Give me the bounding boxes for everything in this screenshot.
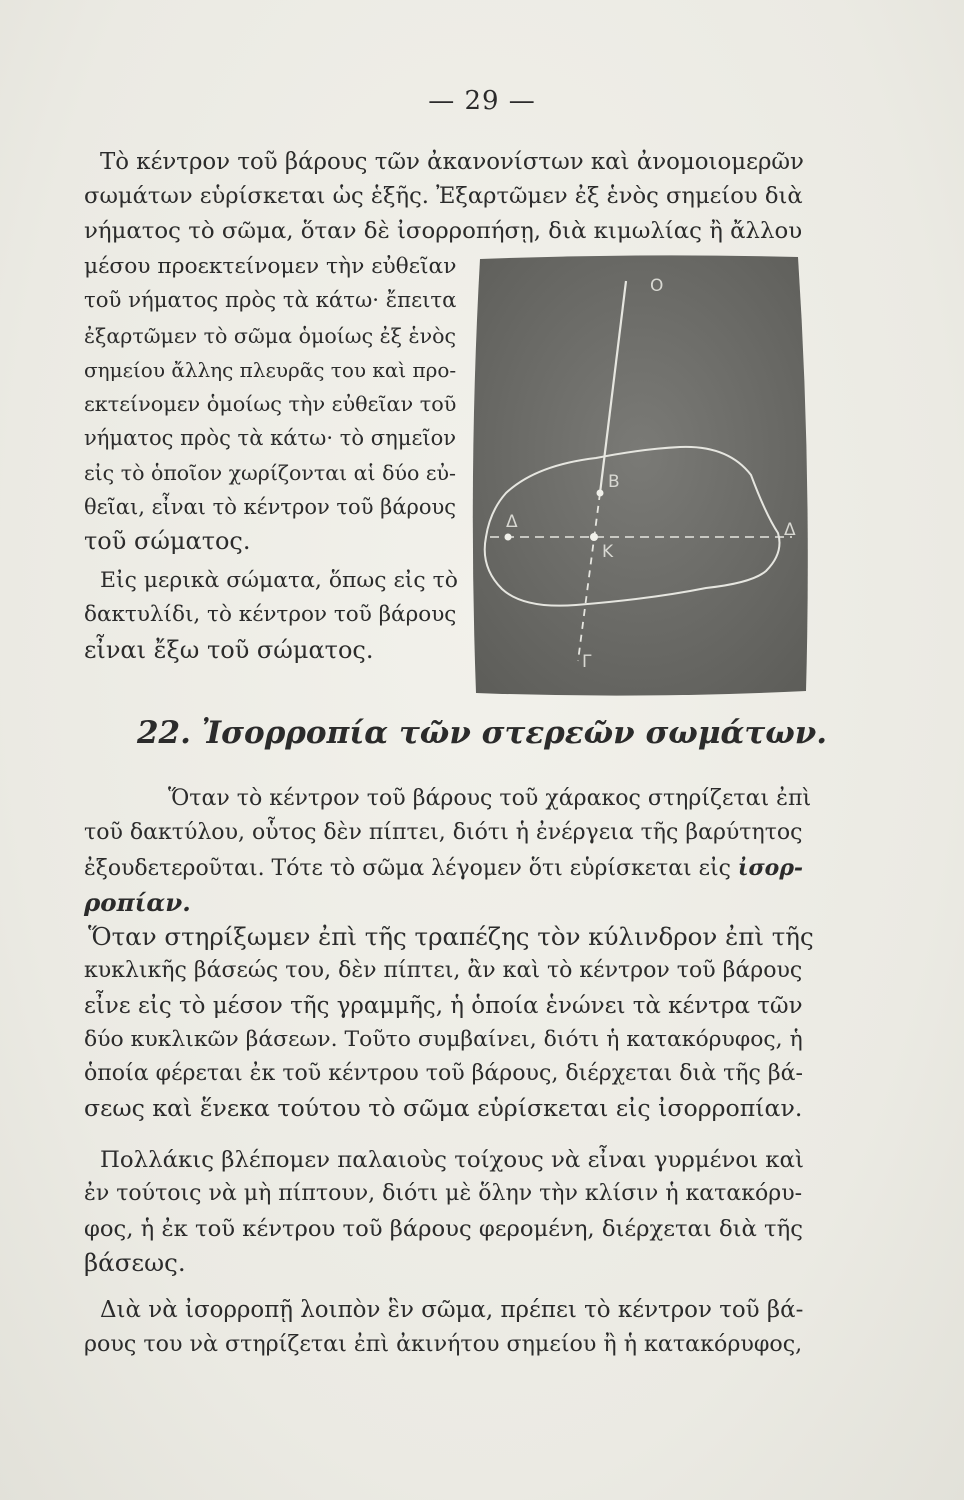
paragraph-old-walls bbox=[84, 1143, 814, 1280]
text-line bbox=[84, 886, 814, 920]
text-line: νήματος πρὸς τὰ κάτω· τὸ σημεῖον bbox=[84, 425, 457, 451]
text-line: Ὅταν στηρίξωμεν ἐπὶ τῆς τραπέζης τὸν κύλινδρον ἐπὶ τῆς bbox=[88, 922, 814, 951]
text-line: θεῖαι, εἶναι τὸ κέντρον τοῦ βάρους bbox=[84, 494, 457, 520]
paragraph-ruler-equilibrium bbox=[84, 782, 814, 920]
label-b: B bbox=[608, 472, 620, 492]
text-line: ἐν τούτοις νὰ μὴ πίπτουν, διότι μὲ ὅλην τὴν κλίσιν ἡ κατακόρυ- bbox=[84, 1181, 803, 1207]
center-of-gravity-figure bbox=[466, 253, 812, 697]
text-line: κυκλικῆς βάσεώς του, δὲν πίπτει, ἂν καὶ τὸ κέντρον τοῦ βάρους bbox=[84, 958, 803, 984]
text-line: εκτείνομεν ὁμοίως τὴν εὐθεῖαν τοῦ bbox=[84, 392, 457, 417]
paragraph-center-of-gravity bbox=[84, 145, 814, 248]
text-line: εἰς τὸ ὁποῖον χωρίζονται αἱ δύο εὐ- bbox=[84, 460, 456, 485]
point-d-left bbox=[505, 534, 512, 541]
text-line bbox=[84, 851, 814, 886]
label-o: O bbox=[650, 276, 664, 296]
label-g: Γ bbox=[582, 652, 592, 672]
text-line: Εἰς μερικὰ σώματα, ὅπως εἰς τὸ bbox=[100, 568, 458, 593]
text-line: ρους του νὰ στηρίζεται ἐπὶ ἀκινήτου σημείου ἢ ἡ κατακόρυφος, bbox=[84, 1331, 803, 1358]
text-line: τοῦ δακτύλου, οὗτος δὲν πίπτει, διότι ἡ ἐνέργεια τῆς βαρύτητος bbox=[84, 820, 803, 846]
text-line: Διὰ νὰ ἰσορροπῇ λοιπὸν ἓν σῶμα, πρέπει τὸ κέντρον τοῦ βά- bbox=[100, 1297, 804, 1323]
point-b bbox=[597, 490, 604, 497]
paragraph-cylinder bbox=[84, 920, 814, 1126]
label-d-right: Δ bbox=[784, 520, 796, 540]
text-line: ὁποία φέρεται ἐκ τοῦ κέντρου τοῦ βάρους, διέρχεται διὰ τῆς βά- bbox=[84, 1061, 804, 1087]
text-segment: ἐξουδετεροῦται. Τότε τὸ σῶμα λέγομεν ὅτι εὑρίσκεται εἰς bbox=[84, 855, 731, 881]
label-d-left: Δ bbox=[506, 512, 518, 532]
text-line: Ὅταν τὸ κέντρον τοῦ βάρους τοῦ χάρακος στηρίζεται ἐπὶ bbox=[168, 786, 812, 811]
text-line: βάσεως. bbox=[84, 1247, 186, 1277]
section-heading: 22. Ἰσορροπία τῶν στερεῶν σωμάτων. bbox=[136, 715, 828, 751]
text-line: Τὸ κέντρον τοῦ βάρους τῶν ἀκανονίστων καὶ ἀνομοιομερῶν bbox=[100, 149, 804, 175]
paragraph-ring-example bbox=[84, 564, 462, 667]
text-line: σωμάτων εὑρίσκεται ὡς ἑξῆς. Ἐξαρτῶμεν ἐξ ἑνὸς σημείου διὰ bbox=[84, 183, 803, 210]
page-number: — 29 — bbox=[428, 86, 536, 116]
text-line: εἶναι ἔξω τοῦ σώματος. bbox=[84, 635, 374, 664]
emphasized-term: ροπίαν. bbox=[84, 887, 191, 917]
paragraph-center-of-gravity-continued bbox=[84, 250, 462, 559]
text-line: τοῦ νήματος πρὸς τὰ κάτω· ἔπειτα bbox=[84, 288, 457, 314]
figure-background bbox=[473, 255, 808, 695]
paragraph-equilibrium-condition bbox=[84, 1293, 814, 1362]
emphasized-term: ἰσορ- bbox=[737, 854, 804, 881]
text-line: σημείου ἄλλης πλευρᾶς του καὶ προ- bbox=[84, 357, 457, 382]
text-line: φος, ἡ ἐκ τοῦ κέντρου τοῦ βάρους φερομένη, διέρχεται διὰ τῆς bbox=[84, 1215, 803, 1242]
text-line: μέσου προεκτείνομεν τὴν εὐθεῖαν bbox=[84, 254, 457, 279]
text-line: εἶνε εἰς τὸ μέσον τῆς γραμμῆς, ἡ ὁποία ἑνώνει τὰ κέντρα τῶν bbox=[84, 992, 803, 1019]
text-line: Πολλάκις βλέπομεν παλαιοὺς τοίχους νὰ εἶναι γυρμένοι καὶ bbox=[100, 1147, 804, 1173]
text-line: δύο κυκλικῶν βάσεων. Τοῦτο συμβαίνει, διότι ἡ κατακόρυφος, ἡ bbox=[84, 1026, 803, 1052]
text-line: δακτυλίδι, τὸ κέντρον τοῦ βάρους bbox=[84, 602, 457, 628]
label-k: K bbox=[602, 542, 614, 562]
text-line: σεως καὶ ἕνεκα τούτου τὸ σῶμα εὑρίσκεται εἰς ἰσορροπίαν. bbox=[84, 1094, 803, 1123]
text-line: ἐξαρτῶμεν τὸ σῶμα ὁμοίως ἐξ ἑνὸς bbox=[84, 323, 457, 348]
point-k bbox=[590, 533, 598, 541]
text-line: νήματος τὸ σῶμα, ὅταν δὲ ἰσορροπήσῃ, διὰ κιμωλίας ἢ ἄλλου bbox=[84, 217, 803, 244]
text-line: τοῦ σώματος. bbox=[84, 527, 251, 556]
